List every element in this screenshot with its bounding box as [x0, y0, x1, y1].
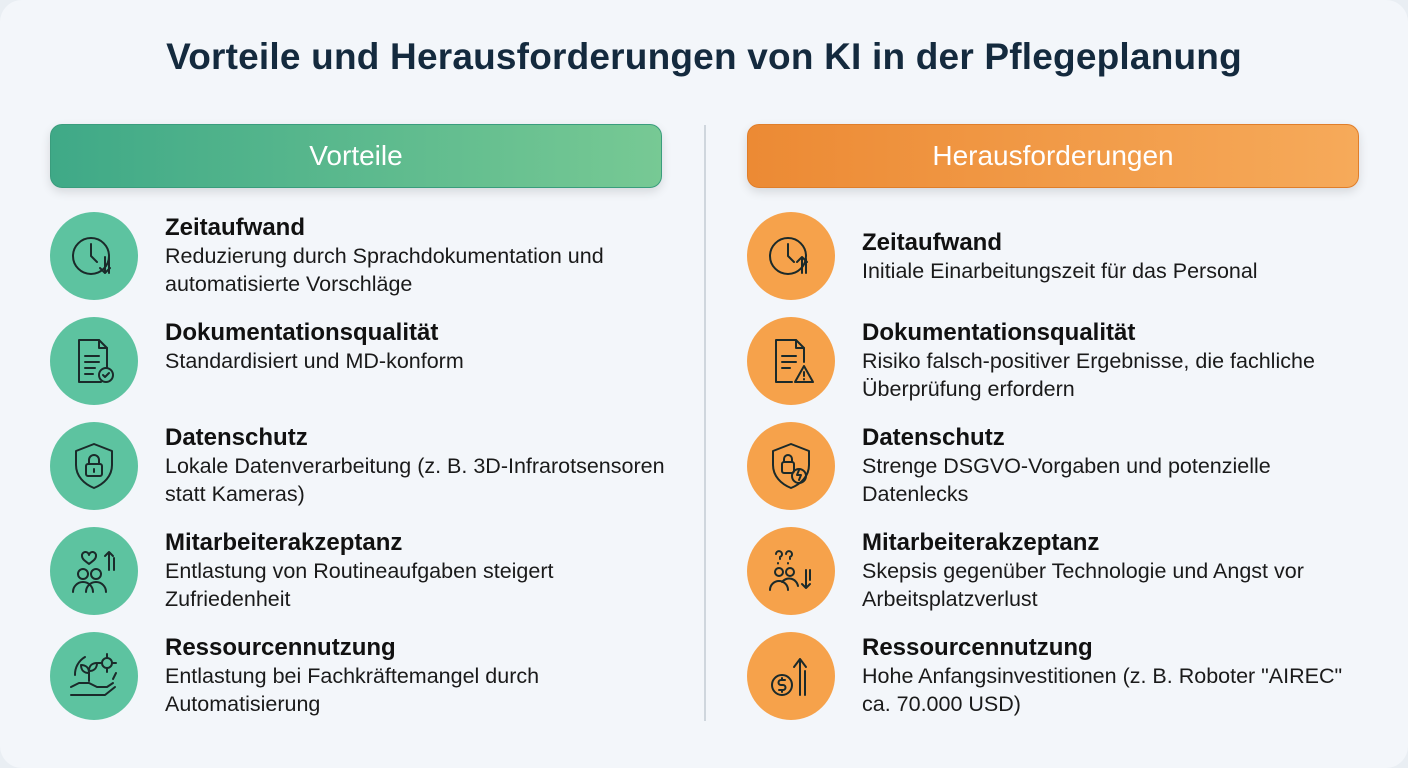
dollar-arrow-up-icon: [747, 632, 835, 720]
item-title: Mitarbeiterakzeptanz: [862, 529, 1100, 556]
column-divider: [704, 125, 706, 721]
item-description: Lokale Datenverarbeitung (z. B. 3D-Infrarotsensoren statt Kameras): [165, 454, 665, 506]
item-description: Initiale Einarbeitungszeit für das Personal: [862, 259, 1258, 283]
item-title: Ressourcennutzung: [862, 634, 1093, 661]
list-item: [50, 632, 662, 732]
item-title: Ressourcennutzung: [165, 634, 396, 661]
item-description: Risiko falsch-positiver Ergebnisse, die fachliche Überprüfung erfordern: [862, 349, 1315, 401]
advantages-header: Vorteile: [50, 124, 662, 188]
challenges-header: Herausforderungen: [747, 124, 1359, 188]
item-title: Zeitaufwand: [862, 229, 1003, 256]
list-item: [50, 422, 665, 522]
list-item: [747, 212, 1359, 312]
list-item: [747, 422, 1359, 522]
list-item: [747, 632, 1359, 732]
list-item: [50, 527, 662, 627]
item-description: Standardisiert und MD-konform: [165, 349, 464, 373]
people-question-arrow-down-icon: [747, 527, 835, 615]
hand-plant-gear-icon: [50, 632, 138, 720]
item-description: Reduzierung durch Sprachdokumentation und automatisierte Vorschläge: [165, 244, 604, 296]
item-description: Skepsis gegenüber Technologie und Angst vor Arbeitsplatzverlust: [862, 559, 1304, 611]
item-title: Dokumentationsqualität: [165, 319, 439, 346]
item-title: Datenschutz: [165, 424, 308, 451]
item-title: Zeitaufwand: [165, 214, 306, 241]
list-item: [50, 317, 662, 417]
shield-lock-broken-icon: [747, 422, 835, 510]
item-title: Dokumentationsqualität: [862, 319, 1136, 346]
clock-arrow-down-icon: [50, 212, 138, 300]
challenges-column: [747, 124, 1359, 716]
item-title: Datenschutz: [862, 424, 1005, 451]
item-description: Entlastung bei Fachkräftemangel durch Automatisierung: [165, 664, 540, 716]
list-item: [747, 527, 1359, 627]
clock-arrow-up-icon: [747, 212, 835, 300]
shield-lock-icon: [50, 422, 138, 510]
document-warning-icon: [747, 317, 835, 405]
item-description: Hohe Anfangsinvestitionen (z. B. Roboter "AIREC" ca. 70.000 USD): [862, 664, 1343, 716]
list-item: [50, 212, 662, 312]
people-heart-arrow-up-icon: [50, 527, 138, 615]
list-item: [747, 317, 1359, 417]
item-title: Mitarbeiterakzeptanz: [165, 529, 403, 556]
item-description: Entlastung von Routineaufgaben steigert Zufriedenheit: [165, 559, 554, 611]
page-title: Vorteile und Herausforderungen von KI in der Pflegeplanung: [166, 36, 1242, 77]
item-description: Strenge DSGVO-Vorgaben und potenzielle Datenlecks: [862, 454, 1271, 506]
document-check-icon: [50, 317, 138, 405]
advantages-column: [50, 124, 665, 716]
